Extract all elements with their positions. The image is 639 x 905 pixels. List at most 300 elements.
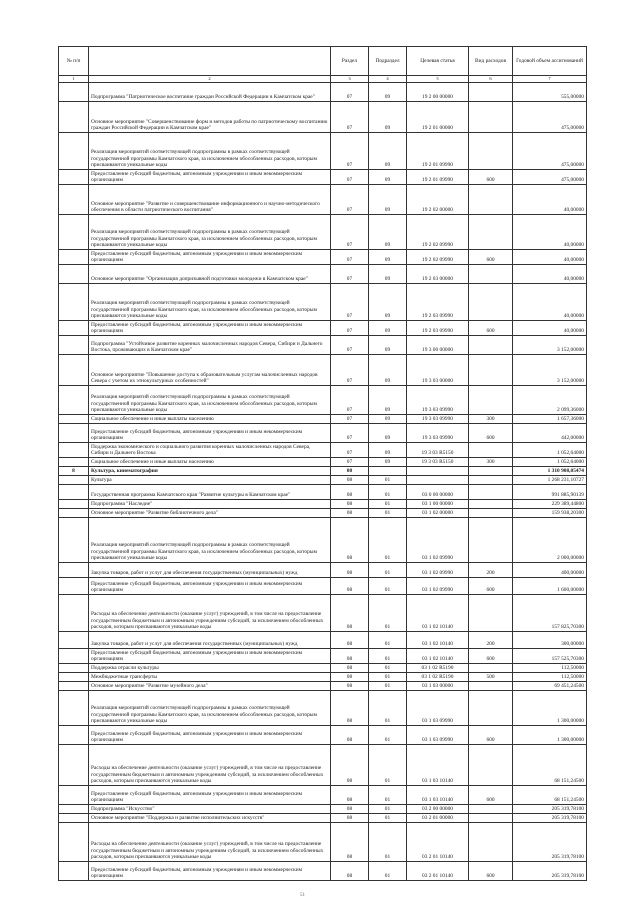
row-target-article: 03 1 02 10140 — [407, 632, 469, 649]
row-target-article: 03 1 02 10140 — [407, 649, 469, 664]
row-name: Предоставление субсидий бюджетным, автономным учреждениям и иным некоммерческим организациям — [89, 649, 331, 664]
row-name: Предоставление субсидий бюджетным, автономным учреждениям и иным некоммерческим организациям — [89, 862, 331, 881]
row-name: Основное мероприятие "Поддержка и развитие исполнительских искусств" — [89, 814, 331, 823]
row-amount: 40,00000 — [513, 250, 587, 265]
row-amount: 205 319,78100 — [513, 805, 587, 814]
table-row — [59, 563, 587, 578]
row-target-article: 19 2 03 09990 — [407, 284, 469, 321]
row-target-article: 19 2 02 00000 — [407, 185, 469, 215]
row-expense-type: 600 — [469, 786, 513, 805]
row-subsection: 09 — [369, 83, 407, 102]
row-name: Предоставление субсидий бюджетным, автономным учреждениям и иным некоммерческим организациям — [89, 321, 331, 336]
table-row — [59, 862, 587, 881]
table-row — [59, 726, 587, 745]
row-number — [59, 133, 89, 170]
row-number — [59, 424, 89, 443]
row-name: Культура — [89, 476, 331, 485]
table-row — [59, 823, 587, 862]
row-section: 07 — [331, 424, 369, 443]
row-target-article: 19 3 03 00000 — [407, 355, 469, 386]
row-amount: 68 151,24500 — [513, 786, 587, 805]
row-amount: 1 657,36000 — [513, 415, 587, 424]
row-number — [59, 215, 89, 250]
row-expense-type — [469, 102, 513, 133]
table-row — [59, 170, 587, 185]
header-number: № п/п — [59, 47, 89, 76]
row-target-article — [407, 467, 469, 476]
row-target-article: 03 2 01 10140 — [407, 862, 469, 881]
row-section: 08 — [331, 476, 369, 485]
row-target-article: 03 1 02 00000 — [407, 509, 469, 518]
row-section: 07 — [331, 102, 369, 133]
row-section: 07 — [331, 265, 369, 284]
row-name: Основное мероприятие "Развитие музейного дела" — [89, 682, 331, 691]
row-amount: 205 319,78100 — [513, 823, 587, 862]
row-expense-type — [469, 485, 513, 500]
row-name: Закупка товаров, работ и услуг для обеспечения государственных (муниципальных) нужд — [89, 563, 331, 578]
row-subsection: 09 — [369, 284, 407, 321]
row-subsection: 01 — [369, 664, 407, 673]
row-number — [59, 862, 89, 881]
row-name: Культура, кинематография — [89, 467, 331, 476]
table-row — [59, 386, 587, 415]
row-subsection: 09 — [369, 250, 407, 265]
row-section: 08 — [331, 509, 369, 518]
row-amount: 3 152,00000 — [513, 355, 587, 386]
row-number — [59, 805, 89, 814]
row-target-article: 19 2 02 09990 — [407, 215, 469, 250]
row-amount: 40,00000 — [513, 185, 587, 215]
row-expense-type — [469, 215, 513, 250]
row-section: 08 — [331, 823, 369, 862]
column-number-row — [59, 76, 587, 83]
row-name: Подпрограмма "Устойчивое развитие коренных малочисленных народов Севера, Сибири и Дальнего Востока, проживающих в Камчатском крае" — [89, 336, 331, 355]
row-name: Основное мероприятие "Совершенствование форм и методов работы по патриотическому воспитанию граждан Российской Федерации в Камчатском крае" — [89, 102, 331, 133]
row-number — [59, 443, 89, 458]
row-target-article: 03 1 02 R5190 — [407, 664, 469, 673]
row-subsection: 01 — [369, 814, 407, 823]
row-number — [59, 563, 89, 578]
row-section: 07 — [331, 250, 369, 265]
row-subsection: 01 — [369, 578, 407, 595]
row-section: 07 — [331, 336, 369, 355]
row-expense-type — [469, 185, 513, 215]
row-expense-type: 200 — [469, 563, 513, 578]
row-target-article: 19 2 01 09990 — [407, 133, 469, 170]
row-expense-type — [469, 664, 513, 673]
table-row — [59, 691, 587, 726]
row-target-article: 19 2 03 00000 — [407, 265, 469, 284]
row-number — [59, 595, 89, 632]
row-name: Реализация мероприятий соответствующей подпрограммы в рамках соответствующей государственной программы Камчатского края, за исключением обособленных расходов, которым присваиваются уникальные коды — [89, 386, 331, 415]
row-target-article: 19 2 03 09990 — [407, 321, 469, 336]
row-number — [59, 185, 89, 215]
row-expense-type — [469, 336, 513, 355]
row-number — [59, 458, 89, 467]
row-name: Межбюджетные трансферты — [89, 673, 331, 682]
column-number: 4 — [369, 76, 407, 83]
row-target-article: 03 1 03 09990 — [407, 691, 469, 726]
row-number — [59, 632, 89, 649]
row-expense-type — [469, 83, 513, 102]
row-amount: 555,00000 — [513, 83, 587, 102]
row-section: 08 — [331, 563, 369, 578]
row-subsection: 09 — [369, 424, 407, 443]
row-target-article: 03 0 00 00000 — [407, 485, 469, 500]
row-name: Основное мероприятие "Повышение доступа к образовательным услугам малочисленных народов Севера с учетом их этнокультурных особенностей" — [89, 355, 331, 386]
row-name: Предоставление субсидий бюджетным, автономным учреждениям и иным некоммерческим организациям — [89, 250, 331, 265]
row-subsection: 01 — [369, 485, 407, 500]
row-number: 8 — [59, 467, 89, 476]
row-expense-type — [469, 467, 513, 476]
row-subsection: 09 — [369, 133, 407, 170]
row-expense-type: 600 — [469, 424, 513, 443]
row-number — [59, 355, 89, 386]
table-row — [59, 467, 587, 476]
row-section: 08 — [331, 682, 369, 691]
row-amount: 475,00000 — [513, 133, 587, 170]
header-section: Раздел — [331, 47, 369, 76]
table-row — [59, 595, 587, 632]
row-amount: 40,00000 — [513, 321, 587, 336]
row-section: 08 — [331, 518, 369, 563]
row-amount: 68 151,24500 — [513, 745, 587, 786]
table-row — [59, 745, 587, 786]
row-expense-type: 500 — [469, 673, 513, 682]
row-expense-type — [469, 476, 513, 485]
row-number — [59, 284, 89, 321]
row-subsection: 09 — [369, 321, 407, 336]
row-section: 08 — [331, 673, 369, 682]
row-number — [59, 518, 89, 563]
row-expense-type — [469, 355, 513, 386]
row-name: Реализация мероприятий соответствующей подпрограммы в рамках соответствующей государственной программы Камчатского края, за исключением обособленных расходов, которым присваиваются уникальные коды — [89, 691, 331, 726]
row-target-article: 03 1 02 09990 — [407, 563, 469, 578]
row-number — [59, 509, 89, 518]
row-subsection: 09 — [369, 185, 407, 215]
row-target-article: 03 1 03 09990 — [407, 726, 469, 745]
row-section: 07 — [331, 415, 369, 424]
table-header-row — [59, 47, 587, 76]
column-number: 3 — [331, 76, 369, 83]
row-subsection: 01 — [369, 632, 407, 649]
row-target-article: 19 3 00 00000 — [407, 336, 469, 355]
row-number — [59, 485, 89, 500]
budget-table — [58, 46, 587, 881]
row-number — [59, 500, 89, 509]
row-subsection: 01 — [369, 476, 407, 485]
row-target-article: 19 2 02 09990 — [407, 250, 469, 265]
row-subsection: 01 — [369, 673, 407, 682]
header-subsection: Подраздел — [369, 47, 407, 76]
row-expense-type — [469, 814, 513, 823]
row-amount: 300,00000 — [513, 632, 587, 649]
row-amount: 159 938,20300 — [513, 509, 587, 518]
row-name: Социальное обеспечение и иные выплаты населению — [89, 458, 331, 467]
row-name: Расходы на обеспечение деятельности (оказание услуг) учреждений, в том числе на предоставление государственным бюджетным и автономным учреждениям субсидий, за исключением обособленных расходов, которым присваиваются уникальные коды — [89, 595, 331, 632]
table-row — [59, 664, 587, 673]
row-subsection — [369, 467, 407, 476]
table-row — [59, 265, 587, 284]
row-expense-type — [469, 518, 513, 563]
row-number — [59, 691, 89, 726]
row-subsection: 01 — [369, 862, 407, 881]
row-subsection: 01 — [369, 691, 407, 726]
row-target-article: 03 1 03 10140 — [407, 745, 469, 786]
row-number — [59, 823, 89, 862]
header-expense-type: Вид расходов — [469, 47, 513, 76]
row-section: 08 — [331, 500, 369, 509]
column-number: 5 — [407, 76, 469, 83]
row-number — [59, 673, 89, 682]
row-target-article: 19 2 01 09990 — [407, 170, 469, 185]
row-number — [59, 682, 89, 691]
row-section: 08 — [331, 726, 369, 745]
row-amount: 3 152,00000 — [513, 336, 587, 355]
row-expense-type — [469, 805, 513, 814]
row-amount: 1 268 231,10727 — [513, 476, 587, 485]
row-name: Предоставление субсидий бюджетным, автономным учреждениям и иным некоммерческим организациям — [89, 578, 331, 595]
row-section: 08 — [331, 664, 369, 673]
row-section: 07 — [331, 133, 369, 170]
row-number — [59, 83, 89, 102]
row-subsection: 01 — [369, 745, 407, 786]
row-expense-type — [469, 595, 513, 632]
row-target-article: 03 1 02 09990 — [407, 518, 469, 563]
row-amount: 205 319,78100 — [513, 814, 587, 823]
row-subsection: 09 — [369, 458, 407, 467]
row-target-article: 03 1 02 R5190 — [407, 673, 469, 682]
row-number — [59, 786, 89, 805]
row-section: 07 — [331, 321, 369, 336]
row-number — [59, 170, 89, 185]
row-subsection: 09 — [369, 265, 407, 284]
row-name: Предоставление субсидий бюджетным, автономным учреждениям и иным некоммерческим организациям — [89, 170, 331, 185]
row-subsection: 09 — [369, 215, 407, 250]
table-row — [59, 415, 587, 424]
row-number — [59, 386, 89, 415]
row-name: Предоставление субсидий бюджетным, автономным учреждениям и иным некоммерческим организациям — [89, 424, 331, 443]
row-target-article: 03 1 03 00000 — [407, 682, 469, 691]
row-section: 07 — [331, 386, 369, 415]
row-expense-type: 600 — [469, 250, 513, 265]
row-amount: 40,00000 — [513, 215, 587, 250]
row-expense-type: 200 — [469, 632, 513, 649]
row-expense-type — [469, 386, 513, 415]
row-subsection: 09 — [369, 336, 407, 355]
row-amount: 1 052,64000 — [513, 443, 587, 458]
row-target-article: 19 3 03 09990 — [407, 424, 469, 443]
row-amount: 1 600,00000 — [513, 578, 587, 595]
table-row — [59, 518, 587, 563]
row-subsection: 01 — [369, 682, 407, 691]
row-subsection: 01 — [369, 649, 407, 664]
row-name: Реализация мероприятий соответствующей подпрограммы в рамках соответствующей государственной программы Камчатского края, за исключением обособленных расходов, которым присваиваются уникальные коды — [89, 284, 331, 321]
row-number — [59, 664, 89, 673]
row-expense-type: 600 — [469, 726, 513, 745]
row-expense-type: 600 — [469, 578, 513, 595]
row-name: Подпрограмма "Наследие" — [89, 500, 331, 509]
row-expense-type — [469, 745, 513, 786]
row-name: Закупка товаров, работ и услуг для обеспечения государственных (муниципальных) нужд — [89, 632, 331, 649]
row-target-article: 03 2 01 00000 — [407, 814, 469, 823]
row-section: 08 — [331, 691, 369, 726]
row-target-article: 03 2 00 00000 — [407, 805, 469, 814]
table-row — [59, 632, 587, 649]
table-row — [59, 682, 587, 691]
row-amount: 1 310 908,05474 — [513, 467, 587, 476]
row-section: 08 — [331, 805, 369, 814]
row-amount: 112,50000 — [513, 664, 587, 673]
row-expense-type — [469, 284, 513, 321]
row-amount: 1 052,64000 — [513, 458, 587, 467]
row-subsection: 01 — [369, 805, 407, 814]
row-section: 07 — [331, 443, 369, 458]
row-name: Основное мероприятие "Развитие и совершенствование информационного и научно-методического обеспечения в области патриотического воспитания" — [89, 185, 331, 215]
row-target-article: 19 3 03 R5150 — [407, 443, 469, 458]
row-amount: 40,00000 — [513, 265, 587, 284]
row-amount: 69 451,24500 — [513, 682, 587, 691]
table-body — [59, 83, 587, 881]
row-subsection: 01 — [369, 823, 407, 862]
row-expense-type: 600 — [469, 321, 513, 336]
table-row — [59, 485, 587, 500]
table-row — [59, 458, 587, 467]
row-name: Расходы на обеспечение деятельности (оказание услуг) учреждений, в том числе на предоставление государственным бюджетным и автономным учреждениям субсидий, за исключением обособленных расходов, которым присваиваются уникальные коды — [89, 745, 331, 786]
row-amount: 991 885,90139 — [513, 485, 587, 500]
row-target-article: 19 3 03 R5150 — [407, 458, 469, 467]
table-row — [59, 814, 587, 823]
row-subsection: 01 — [369, 786, 407, 805]
row-section: 08 — [331, 786, 369, 805]
row-section: 07 — [331, 185, 369, 215]
row-amount: 400,00000 — [513, 563, 587, 578]
column-number: 2 — [89, 76, 331, 83]
page-number: 51 — [300, 893, 305, 898]
row-section: 08 — [331, 649, 369, 664]
header-target-article: Целевая статья — [407, 47, 469, 76]
row-amount: 475,00000 — [513, 170, 587, 185]
row-expense-type — [469, 265, 513, 284]
row-expense-type — [469, 691, 513, 726]
row-name: Предоставление субсидий бюджетным, автономным учреждениям и иным некоммерческим организациям — [89, 726, 331, 745]
row-name: Реализация мероприятий соответствующей подпрограммы в рамках соответствующей государственной программы Камчатского края, за исключением обособленных расходов, которым присваиваются уникальные коды — [89, 133, 331, 170]
row-name: Поддержка экономического и социального развития коренных малочисленных народов Севера, Сибири и Дальнего Востока — [89, 443, 331, 458]
table-row — [59, 673, 587, 682]
row-subsection: 01 — [369, 563, 407, 578]
row-expense-type — [469, 500, 513, 509]
row-number — [59, 578, 89, 595]
row-amount: 1 300,00000 — [513, 691, 587, 726]
row-amount: 442,00000 — [513, 424, 587, 443]
row-name: Реализация мероприятий соответствующей подпрограммы в рамках соответствующей государственной программы Камчатского края, за исключением обособленных расходов, которым присваиваются уникальные коды — [89, 518, 331, 563]
row-name: Основное мероприятие "Организация допризывной подготовки молодежи в Камчатском крае" — [89, 265, 331, 284]
row-number — [59, 649, 89, 664]
table-row — [59, 649, 587, 664]
row-amount: 157 825,70300 — [513, 595, 587, 632]
row-amount: 112,50000 — [513, 673, 587, 682]
row-section: 07 — [331, 83, 369, 102]
row-target-article: 19 2 00 00000 — [407, 83, 469, 102]
row-name: Подпрограмма "Патриотическое воспитание граждан Российской Федерации в Камчатском крае" — [89, 83, 331, 102]
header-annual-total: Годовой объем ассигнований — [513, 47, 587, 76]
row-section: 08 — [331, 814, 369, 823]
row-number — [59, 726, 89, 745]
table-row — [59, 476, 587, 485]
row-subsection: 09 — [369, 443, 407, 458]
row-expense-type — [469, 823, 513, 862]
table-row — [59, 250, 587, 265]
row-subsection: 09 — [369, 386, 407, 415]
row-name: Расходы на обеспечение деятельности (оказание услуг) учреждений, в том числе на предоставление государственным бюджетным и автономным учреждениям субсидий, за исключением обособленных расходов, которым присваиваются уникальные коды — [89, 823, 331, 862]
column-number: 6 — [469, 76, 513, 83]
row-subsection: 09 — [369, 355, 407, 386]
row-subsection: 01 — [369, 500, 407, 509]
row-amount: 2 099,36000 — [513, 386, 587, 415]
row-target-article: 03 1 02 10140 — [407, 595, 469, 632]
row-expense-type — [469, 443, 513, 458]
row-subsection: 01 — [369, 595, 407, 632]
header-name — [89, 47, 331, 76]
row-number — [59, 250, 89, 265]
row-target-article — [407, 476, 469, 485]
row-number — [59, 336, 89, 355]
row-number — [59, 102, 89, 133]
row-number — [59, 265, 89, 284]
table-row — [59, 443, 587, 458]
row-name: Основное мероприятие "Развитие библиотечного дела" — [89, 509, 331, 518]
column-number: 7 — [513, 76, 587, 83]
row-amount: 1 300,00000 — [513, 726, 587, 745]
row-expense-type — [469, 509, 513, 518]
row-name: Подпрограмма "Искусство" — [89, 805, 331, 814]
row-target-article: 19 3 03 09990 — [407, 386, 469, 415]
row-target-article: 03 1 00 00000 — [407, 500, 469, 509]
row-amount: 157 525,70300 — [513, 649, 587, 664]
table-row — [59, 355, 587, 386]
table-row — [59, 185, 587, 215]
row-section: 08 — [331, 862, 369, 881]
row-amount: 229 389,44800 — [513, 500, 587, 509]
table-row — [59, 321, 587, 336]
table-row — [59, 424, 587, 443]
row-subsection: 01 — [369, 726, 407, 745]
row-expense-type: 600 — [469, 649, 513, 664]
row-name: Предоставление субсидий бюджетным, автономным учреждениям и иным некоммерческим организациям — [89, 786, 331, 805]
row-expense-type — [469, 133, 513, 170]
row-section: 07 — [331, 215, 369, 250]
row-name: Реализация мероприятий соответствующей подпрограммы в рамках соответствующей государственной программы Камчатского края, за исключением обособленных расходов, которым присваиваются уникальные коды — [89, 215, 331, 250]
row-target-article: 19 3 03 09990 — [407, 415, 469, 424]
row-expense-type: 300 — [469, 458, 513, 467]
row-section: 08 — [331, 745, 369, 786]
row-subsection: 09 — [369, 415, 407, 424]
row-section: 07 — [331, 284, 369, 321]
row-expense-type: 300 — [469, 415, 513, 424]
row-expense-type: 600 — [469, 170, 513, 185]
row-section: 08 — [331, 595, 369, 632]
table-row — [59, 215, 587, 250]
row-name: Государственная программа Камчатского края "Развитие культуры в Камчатском крае" — [89, 485, 331, 500]
table-row — [59, 500, 587, 509]
table-row — [59, 336, 587, 355]
row-number — [59, 415, 89, 424]
table-row — [59, 786, 587, 805]
row-section: 08 — [331, 467, 369, 476]
column-number: 1 — [59, 76, 89, 83]
row-amount: 475,00000 — [513, 102, 587, 133]
row-section: 08 — [331, 578, 369, 595]
